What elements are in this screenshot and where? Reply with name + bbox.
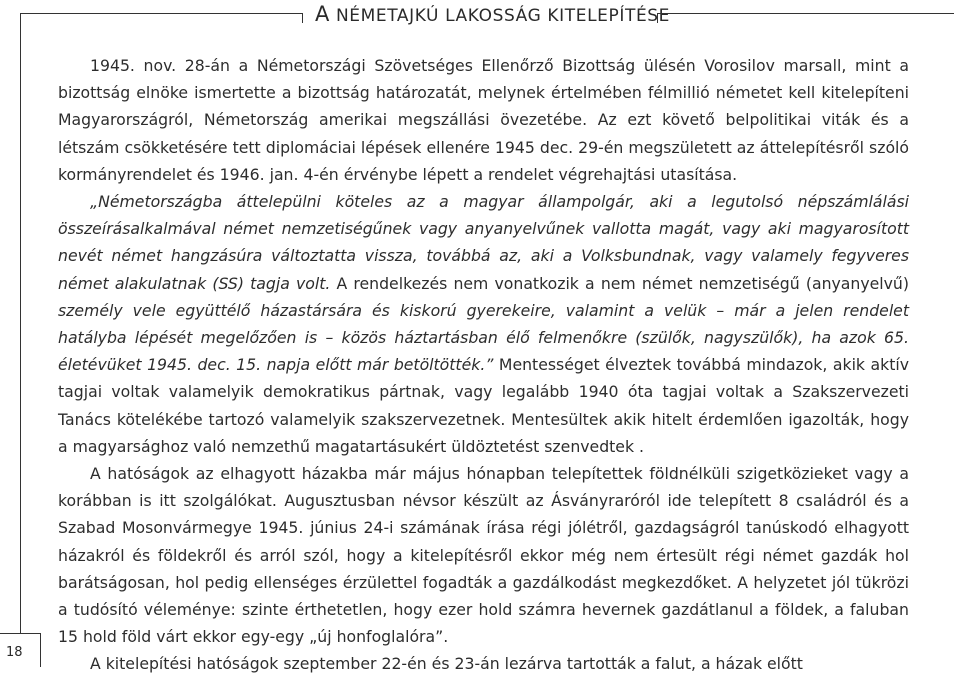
chapter-title bbox=[315, 2, 671, 26]
paragraph-1: 1945. nov. 28-án a Németországi Szövetséges Ellenőrző Bizottság ülésén Vorosilov marsall, mint a bizottság elnöke ismertette a bizottság határozatát, melynek értelmében félmillió németet kell kitelepíteni Magyarországról, Németország amerikai megszállási övezetébe. Az ezt követő belpolitikai viták és a létszám csökketésére tett diplomáciai lépések ellenére 1945 dec. 29-én megszületett az áttelepítésről szóló kormányrendelet és 1946. jan. 4-én érvénybe lépett a rendelet végrehajtási utasítása. bbox=[58, 56, 909, 184]
decree-quote-part-2: személy vele együttélő házastársára és kiskorú gyerekeire, valamint a velük – már a jelen rendelet hatályba lépését megelőzően is – közös háztartásban élő felmenőkre (szülők, nagyszülők), ha azok 65. életévüket 1945. dec. 15. napja előtt már betöltötték.” bbox=[58, 300, 909, 375]
paragraph-4: A kitelepítési hatóságok szeptember 22-én és 23-án lezárva tartották a falut, a házak előtt bbox=[90, 654, 803, 674]
header-rule-tick-left bbox=[302, 13, 303, 23]
paragraph-2-text-b: Mentességet élveztek továbbá mindazok, akik aktív tagjai voltak valamelyik demokratikus pártnak, vagy legalább 1940 óta tagjai voltak a Szakszervezeti Tanács kötelékébe tartozó valamelyik szakszervezetnek. Mentesültek akik hitelt érdemlően igazolták, hogy a magyarsághoz való nemzethű magatartásukért üldöztetést szenvedtek . bbox=[58, 355, 909, 456]
article-body bbox=[58, 52, 909, 678]
header-rule-left bbox=[20, 13, 302, 14]
paragraph-2-text-a: A rendelkezés nem vonatkozik a nem német nemzetiségű (anyanyelvű) bbox=[330, 273, 909, 293]
chapter-title-initial: A bbox=[315, 2, 330, 26]
header-rule-tick-right bbox=[657, 13, 658, 23]
paragraph-2 bbox=[58, 188, 909, 460]
page-number: 18 bbox=[6, 645, 23, 660]
decree-quote-part-1: „Németországba áttelepülni köteles az a magyar állampolgár, aki a legutolsó népszámlálási összeírásalkalmával német nemzetiségűnek vagy anyanyelvűnek vallotta magát, vagy aki magyarosított nevét német hangzásúra változtatta vissza, továbbá az, aki a Volksbundnak, vagy valamely fegyveres német alakulatnak (SS) tagja volt. bbox=[58, 192, 909, 293]
header-rule-right bbox=[658, 13, 954, 14]
paragraph-3: A hatóságok az elhagyott házakba már május hónapban telepítettek földnélküli szigetközieket vagy a korábban is itt szolgálókat. Augusztusban névsor készült az Ásványraróról ide telepített 8 családról és a Szabad Mosonvármegye 1945. június 24-i számának írása régi jólétről, gazdagságról tanúskodó elhagyott házakról és földekről és arról szól, hogy a kitelepítésről ekkor még nem értesült régi német gazdák hol barátságosan, hol pedig ellenséges érzülettel fogadták a gazdálkodást megkezdőket. A helyzetet jól tükrözi a tudósító véleménye: szinte érthetetlen, hogy ezer hold számra hevernek gazdátlanul a földek, a faluban 15 hold föld várt ekkor egy-egy „új honfoglalóra”. bbox=[58, 464, 909, 647]
chapter-title-rest: NÉMETAJKÚ LAKOSSÁG KITELEPÍTÉSE bbox=[335, 6, 671, 26]
left-margin-rule bbox=[20, 13, 21, 633]
